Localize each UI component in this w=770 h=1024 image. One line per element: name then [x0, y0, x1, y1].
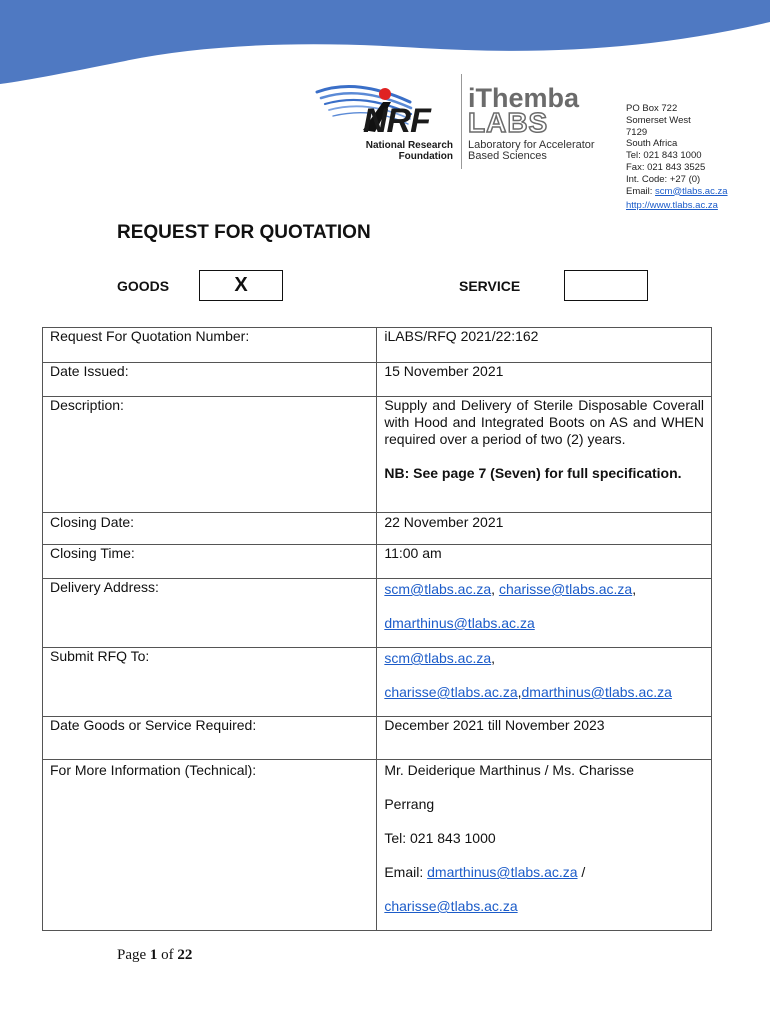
description-label-text: Description: — [50, 397, 124, 413]
page-number-footer — [117, 947, 192, 964]
ithemba-logo-text: iThemba — [468, 83, 580, 113]
contact-website-link[interactable]: http://www.tlabs.ac.za — [626, 200, 718, 212]
description-label — [43, 397, 377, 513]
description-value — [377, 397, 712, 513]
contact-po-box: PO Box 722 — [626, 103, 678, 114]
submit-email-charisse[interactable]: charisse@tlabs.ac.za — [384, 684, 518, 700]
labs-subtitle — [468, 140, 595, 162]
table-row — [43, 648, 712, 717]
contact-tel: Tel: 021 843 1000 — [626, 150, 702, 162]
contact-code: 7129 — [626, 126, 648, 138]
submit-to-line2 — [384, 682, 704, 716]
labs-sub-line1: Laboratory for Accelerator — [468, 139, 595, 151]
closing-date-label: Closing Date: — [43, 513, 377, 545]
separator: , — [517, 684, 522, 700]
more-info-value — [377, 760, 712, 931]
more-info-label — [43, 760, 377, 931]
contact-block — [626, 103, 728, 212]
table-row — [43, 579, 712, 648]
separator: , — [632, 581, 637, 597]
of-word: of — [161, 947, 174, 963]
date-required-value: December 2021 till November 2023 — [377, 717, 712, 760]
nrf-sub-line1: National Research — [365, 140, 453, 151]
contact-fax: Fax: 021 843 3525 — [626, 161, 706, 173]
rfq-number-value: iLABS/RFQ 2021/22:162 — [377, 328, 712, 363]
table-row — [43, 397, 712, 513]
logo-divider — [461, 74, 462, 169]
table-row — [43, 328, 712, 363]
nrf-logo-text: NRF — [363, 102, 430, 140]
goods-checkbox[interactable]: X — [199, 270, 283, 301]
submit-email-dmarthinus[interactable]: dmarthinus@tlabs.ac.za — [521, 684, 672, 700]
more-info-email-charisse[interactable]: charisse@tlabs.ac.za — [384, 898, 518, 914]
page-title: REQUEST FOR QUOTATION — [117, 222, 371, 243]
contact-int-code: Int. Code: +27 (0) — [626, 173, 701, 185]
contact-email-row — [626, 186, 728, 198]
delivery-address-label: Delivery Address: — [43, 579, 377, 648]
submit-to-value — [377, 648, 712, 717]
more-info-tel: Tel: 021 843 1000 — [384, 830, 496, 846]
nrf-ithemba-logo — [315, 72, 610, 167]
labs-sub-line2: Based Sciences — [468, 150, 547, 162]
nrf-subtitle — [355, 140, 453, 162]
more-info-line2: Perrang — [384, 796, 435, 812]
more-info-line1: Mr. Deiderique Marthinus / Ms. Charisse — [384, 762, 635, 778]
date-issued-value: 15 November 2021 — [377, 363, 712, 397]
contact-email-link[interactable]: scm@tlabs.ac.za — [655, 185, 728, 197]
goods-label: GOODS — [117, 278, 170, 294]
delivery-address-line1 — [384, 579, 704, 613]
more-info-email-row — [384, 862, 704, 896]
description-nb: NB: See page 7 (Seven) for full specification. — [384, 465, 682, 481]
table-row — [43, 717, 712, 760]
service-label: SERVICE — [459, 278, 521, 294]
date-issued-label: Date Issued: — [43, 363, 377, 397]
labs-logo-text: LABS — [468, 107, 549, 138]
more-info-email-dmarthinus[interactable]: dmarthinus@tlabs.ac.za — [427, 864, 578, 880]
service-checkbox[interactable] — [564, 270, 648, 301]
closing-time-label: Closing Time: — [43, 545, 377, 579]
contact-country: South Africa — [626, 138, 678, 150]
contact-email-label: Email: — [626, 185, 653, 197]
rfq-details-table — [42, 327, 712, 931]
more-info-email-label: Email: — [384, 864, 428, 880]
submit-to-label: Submit RFQ To: — [43, 648, 377, 717]
separator: , — [491, 650, 496, 666]
table-row — [43, 760, 712, 931]
delivery-email-charisse[interactable]: charisse@tlabs.ac.za — [498, 581, 633, 597]
submit-to-line1 — [384, 648, 704, 682]
table-row — [43, 545, 712, 579]
rfq-number-label: Request For Quotation Number: — [43, 328, 377, 363]
closing-date-value: 22 November 2021 — [377, 513, 712, 545]
table-row — [43, 513, 712, 545]
description-text: Supply and Delivery of Sterile Disposable Coverall with Hood and Integrated Boots on AS and WHEN required over a period of two (2) years. — [384, 397, 704, 447]
page-total: 22 — [177, 947, 193, 963]
page-word: Page — [117, 947, 147, 963]
delivery-email-scm[interactable]: scm@tlabs.ac.za — [384, 581, 492, 597]
nrf-sub-line2: Foundation — [398, 151, 453, 162]
more-info-email-row2 — [384, 896, 704, 930]
delivery-address-value — [377, 579, 712, 648]
table-row — [43, 363, 712, 397]
closing-time-value: 11:00 am — [377, 545, 712, 579]
more-info-label-text: For More Information (Technical): — [50, 762, 257, 778]
separator: / — [577, 864, 586, 880]
date-required-label: Date Goods or Service Required: — [43, 717, 377, 760]
page-current: 1 — [149, 947, 158, 963]
contact-area: Somerset West — [626, 114, 691, 126]
delivery-email-dmarthinus[interactable]: dmarthinus@tlabs.ac.za — [384, 615, 535, 631]
submit-email-scm[interactable]: scm@tlabs.ac.za — [384, 650, 492, 666]
separator: , — [491, 581, 499, 597]
delivery-address-line2 — [384, 613, 704, 647]
